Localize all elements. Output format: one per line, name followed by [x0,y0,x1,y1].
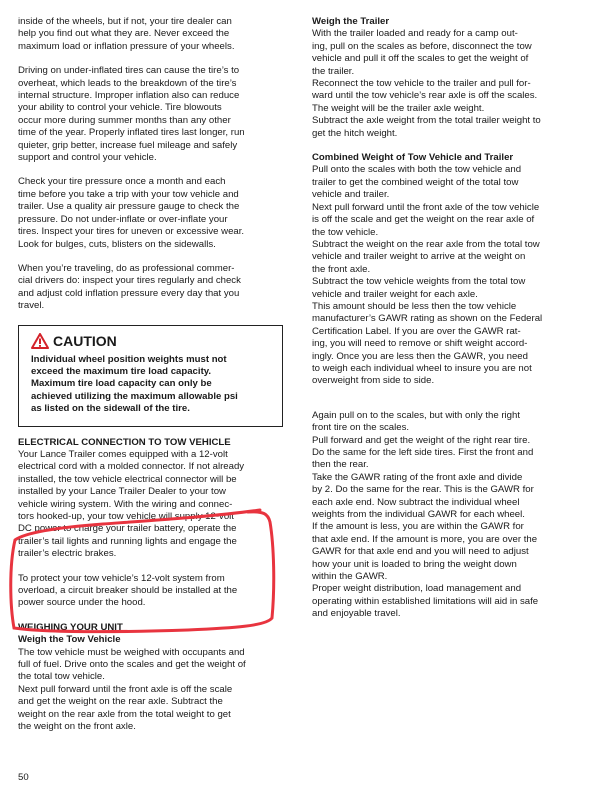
text-line: and get the weight on the rear axle. Subtract the [18,696,223,708]
text-line: Subtract the axle weight from the total trailer weight to [312,115,541,127]
text-line: Pull onto the scales with both the tow vehicle and [312,164,522,176]
text-line: ing, you will need to remove or shift weight accord- [312,338,528,350]
text-line: installed by your Lance Trailer Dealer to your tow [18,486,226,498]
text-line: as listed on the sidewall of the tire. [31,403,190,415]
text-line: Do the same for the left side tires. First the front and [312,447,534,458]
paragraph-tire-limits [18,16,283,53]
text-line: get the hitch weight. [312,127,398,139]
text-line: Maximum tire load capacity can only be [31,378,212,390]
text-line: Again pull on to the scales, but with only the right [312,409,520,421]
text-line: time of the year. Properly inflated tires last longer, run [18,127,245,139]
paragraph-check-pressure [18,176,283,250]
caution-header [31,332,270,350]
text-line: Individual wheel position weights must not [31,353,227,365]
caution-title: CAUTION [53,332,117,349]
text-line: With the trailer loaded and ready for a camp out- [312,28,518,40]
text-line: Your Lance Trailer comes equipped with a 12-volt [18,448,228,460]
text-line: operating within established limitations will aid in safe [312,595,539,607]
text-line: maximum load or inflation pressure of your wheels. [18,40,235,52]
text-line: ward until the tow vehicle’s rear axle is off the scales. [312,90,538,102]
text-line: to weigh each individual wheel to insure you are not [312,362,532,374]
paragraph-combined-weight [312,164,574,387]
weigh-trailer-heading: Weigh the Trailer [312,16,390,27]
text-line: ing, pull on the scales as before, disconnect the tow [312,40,532,52]
text-line: the weight on the front axle. [18,721,136,733]
text-line: vehicle and trailer weight to arrive at the weight on [312,251,526,263]
text-line: tors hooked-up, your tow vehicle will supply 12-volt [18,511,234,522]
text-line: then the rear. [312,459,369,471]
text-line: ingly. Once you are less then the GAWR, you need [312,350,528,362]
text-line: travel. [18,300,45,312]
text-line: your ability to control your vehicle. Tire blowouts [18,102,222,114]
weighing-heading: WEIGHING YOUR UNIT [18,621,123,633]
text-line: Look for bulges, cuts, blisters on the sidewalls. [18,238,216,250]
text-line: Check your tire pressure once a month and each [18,176,226,188]
combined-weight-heading: Combined Weight of Tow Vehicle and Trailer [312,152,514,164]
text-line: power source under the hood. [18,597,146,609]
warning-triangle-icon [31,333,49,349]
paragraph-individual-wheels [312,410,574,621]
text-line: electrical cord with a molded connector. If not already [18,461,245,473]
text-line: Pull forward and get the weight of the right rear tire. [312,434,531,446]
highlight-stroke [11,510,274,632]
text-line: overweight from side to side. [312,375,435,387]
text-line: the trailer. [312,65,355,77]
text-line: and enjoyable travel. [312,608,401,620]
text-line: overheat, which leads to the breakdown of the tire’s [18,77,237,89]
text-line: is off the scale and get the weight on the rear axle of [312,214,535,226]
text-line: trailer to get the combined weight of the total tow [312,176,519,188]
text-line: This amount should be less then the tow vehicle [312,300,517,312]
text-line: exceed the maximum tire load capacity. [31,365,212,377]
text-line: trailer’s electric brakes. [18,548,117,560]
paragraph-weigh-trailer [312,28,574,140]
text-line: that axle end. If the amount is more, you are over the [312,533,538,545]
text-line: vehicle and trailer weight for each axle. [312,288,478,300]
paragraph-traveling [18,263,283,313]
text-line: GAWR for that axle end and you will need to adjust [312,546,529,558]
text-line: overload, a circuit breaker should be installed at the [18,585,238,597]
right-column [312,16,574,633]
text-line: internal structure. Improper inflation also can reduce [18,90,240,102]
text-line: Proper weight distribution, load management and [312,583,522,595]
page-number: 50 [18,772,29,783]
text-line: Driving on under-inflated tires can cause the tire’s to [18,65,240,77]
text-line: Next pull forward until the front axle is off the scale [18,683,233,695]
text-line: If the amount is less, you are within the GAWR for [312,521,524,533]
text-line: by 2. Do the same for the rear. This is the GAWR for [312,484,534,496]
text-line: The weight will be the trailer axle weight. [312,102,485,114]
paragraph-weigh-tow-vehicle [18,647,283,734]
text-line: within the GAWR. [312,571,388,583]
text-line: weight on the rear axle from the total weight to get [18,708,231,720]
text-line: vehicle and pull it off the scales to get the weight of [312,53,529,65]
text-line: pressure. Do not under-inflate or over-inflate your [18,213,228,225]
text-line: time before you take a trip with your tow vehicle and [18,188,239,200]
text-line: front tire on the scales. [312,422,410,434]
text-line: tires. Inspect your tires for uneven or excessive wear. [18,226,245,238]
text-line: the total tow vehicle. [18,671,105,683]
caution-box [18,325,283,427]
text-line: weights from the individual GAWR for each wheel. [312,509,525,521]
text-line: vehicle wiring system. With the wiring and connec- [18,498,233,510]
text-line: support and control your vehicle. [18,152,157,164]
text-line: Next pull forward until the front axle of the tow vehicle [312,201,540,213]
weigh-tow-vehicle-subheading: Weigh the Tow Vehicle [18,634,121,646]
caution-text [31,354,270,416]
text-line: help you find out what they are. Never exceed the [18,28,230,40]
text-line: Take the GAWR rating of the front axle and divide [312,471,523,483]
text-line: occur more during summer months than any other [18,114,231,126]
text-line: each axle end. Now subtract the individual wheel [312,496,520,508]
text-line: full of fuel. Drive onto the scales and get the weight of [18,659,246,671]
text-line: trailer. Use a quality air pressure gauge to check the [18,201,240,213]
text-line: The tow vehicle must be weighed with occupants and [18,646,245,658]
text-line: Reconnect the tow vehicle to the trailer and pull for- [312,78,531,90]
text-line: Subtract the tow vehicle weights from the total tow [312,276,526,288]
text-line: inside of the wheels, but if not, your tire dealer can [18,16,232,27]
text-line: vehicle and trailer. [312,189,390,201]
text-line: trailer’s tail lights and running lights and engage the [18,535,237,547]
text-line: installed, the tow vehicle electrical connector will be [18,473,237,485]
text-line: and adjust cold inflation pressure every day that you [18,287,240,299]
text-line: Subtract the weight on the rear axle from the total tow [312,238,540,250]
text-line: When you’re traveling, do as professional commer- [18,262,235,274]
red-highlight-circle [8,506,276,635]
text-line: the tow vehicle. [312,226,379,238]
text-line: how your unit is loaded to bring the weight down [312,558,517,570]
paragraph-under-inflation [18,65,283,164]
text-line: To protect your tow vehicle’s 12-volt system from [18,572,225,584]
text-line: Certification Label. If you are over the GAWR rat- [312,325,521,337]
text-line: achieved utilizing the maximum allowable psi [31,390,238,402]
text-line: cial drivers do: inspect your tires regularly and check [18,275,241,287]
text-line: manufacturer’s GAWR rating as shown on the Federal [312,313,543,325]
text-line: the front axle. [312,263,371,275]
text-line: quieter, grip better, increase fuel mileage and safely [18,139,238,151]
text-line: DC power to charge your trailer battery, operate the [18,523,237,535]
left-column [18,16,283,746]
electrical-heading: ELECTRICAL CONNECTION TO TOW VEHICLE [18,436,231,448]
